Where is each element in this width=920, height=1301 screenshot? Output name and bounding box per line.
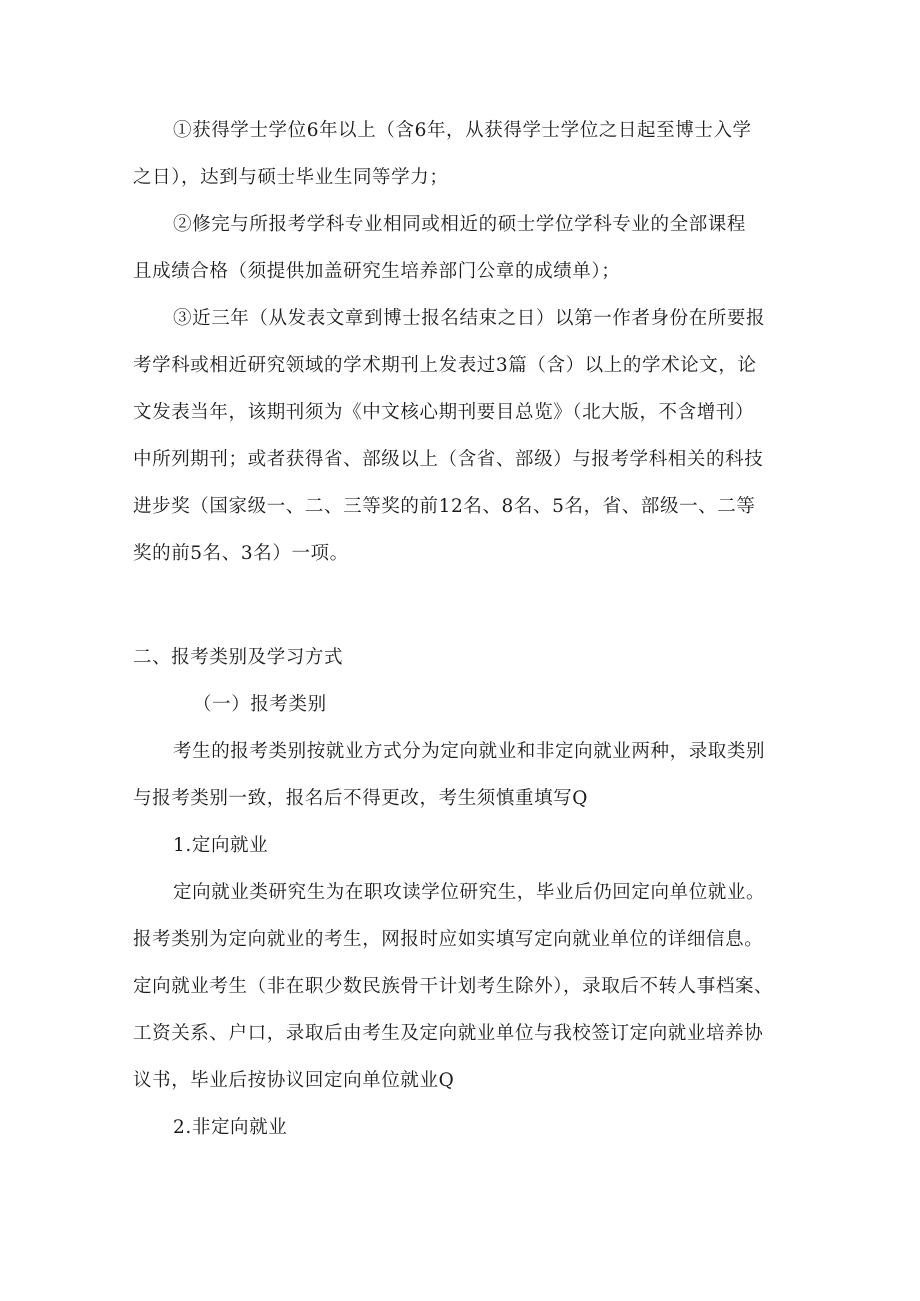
item-1-line-1: 定向就业类研究生为在职攻读学位研究生，毕业后仍回定向单位就业。: [173, 882, 766, 903]
intro-line-2: 与报考类别一致，报名后不得更改，考生须慎重填写Q: [133, 788, 589, 809]
condition-3-line-4: 中所列期刊；或者获得省、部级以上（含省、部级）与报考学科相关的科技: [133, 449, 764, 470]
item-1-line-2: 报考类别为定向就业的考生，网报时应如实填写定向就业单位的详细信息。: [133, 929, 764, 950]
condition-2-line-1: ②修完与所报考学科专业相同或相近的硕士学位学科专业的全部课程: [173, 214, 747, 235]
item-2-heading: 2.非定向就业: [173, 1117, 288, 1138]
item-1-heading: 1.定向就业: [173, 835, 269, 856]
condition-2-line-2: 且成绩合格（须提供加盖研究生培养部门公章的成绩单）；: [133, 261, 621, 282]
item-1-line-5: 议书，毕业后按协议回定向单位就业Q: [133, 1070, 455, 1091]
item-1-line-4: 工资关系、户口，录取后由考生及定向就业单位与我校签订定向就业培养协: [133, 1023, 764, 1044]
condition-3-line-3: 文发表当年，该期刊须为《中文核心期刊要目总览》（北大版，不含增刊）: [133, 402, 755, 423]
condition-3-line-6: 奖的前5名、3名）一项。: [133, 543, 349, 564]
subsection-1-heading: （一）报考类别: [193, 694, 327, 715]
intro-line-1: 考生的报考类别按就业方式分为定向就业和非定向就业两种，录取类别: [173, 741, 766, 762]
condition-1-line-1: ①获得学士学位6年以上（含6年，从获得学士学位之日起至博士入学: [173, 120, 752, 141]
condition-3-line-5: 进步奖（国家级一、二、三等奖的前12名、8名、5名，省、部级一、二等: [133, 496, 756, 517]
condition-1-line-2: 之日），达到与硕士毕业生同等学力；: [133, 167, 449, 188]
condition-3-line-2: 考学科或相近研究领域的学术期刊上发表过3篇（含）以上的学术论文，论: [133, 355, 757, 376]
item-1-line-3: 定向就业考生（非在职少数民族骨干计划考生除外），录取后不转人事档案、: [133, 976, 774, 997]
section-2-heading: 二、报考类别及学习方式: [133, 647, 344, 668]
condition-3-line-1: ③近三年（从发表文章到博士报名结束之日）以第一作者身份在所要报: [173, 308, 766, 329]
